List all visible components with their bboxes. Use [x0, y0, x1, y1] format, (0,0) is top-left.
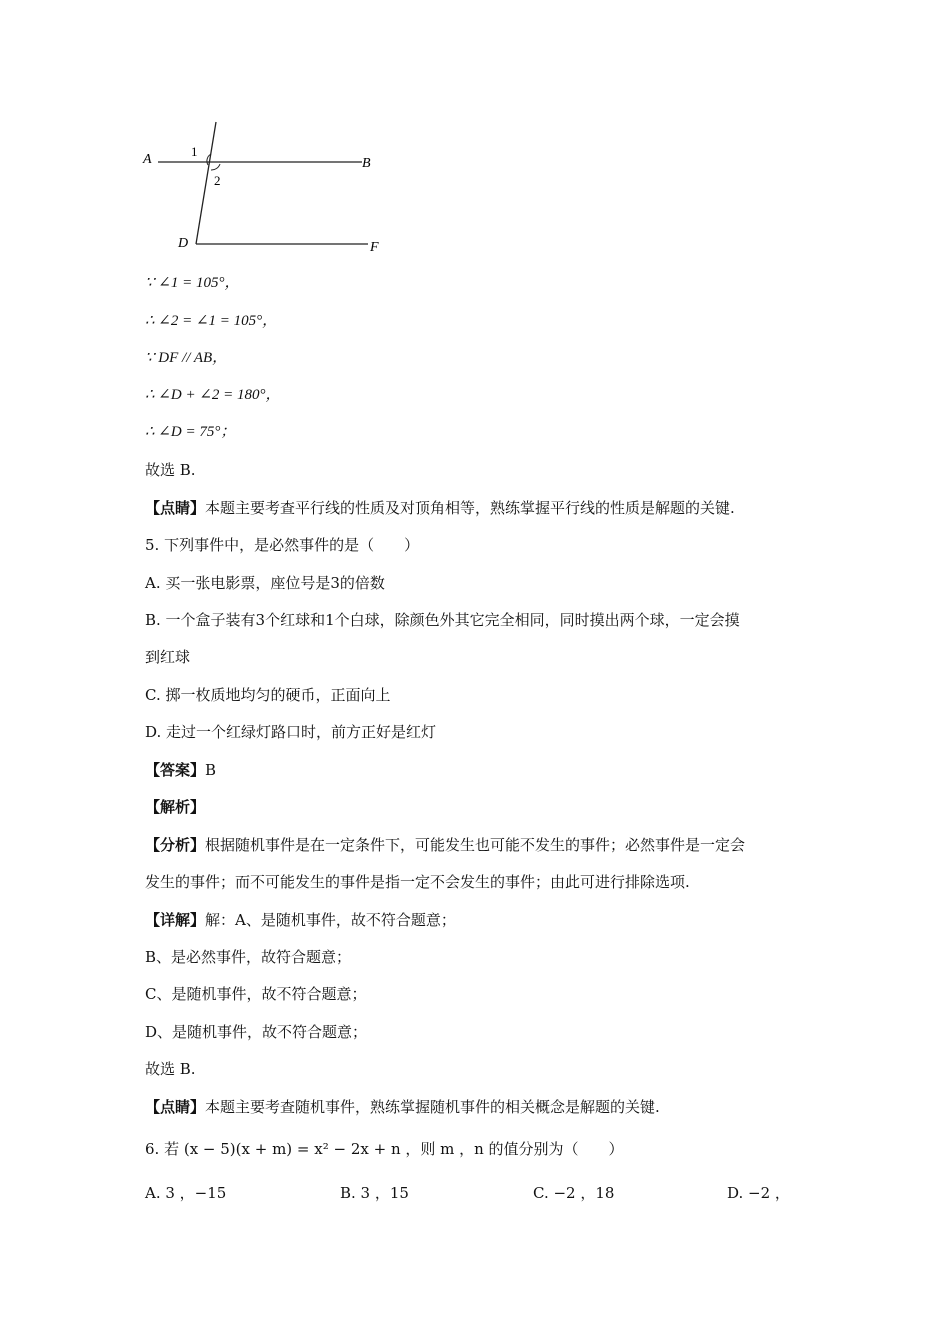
proof-line-4: ∴ ∠D + ∠2 = 180°， [145, 387, 281, 403]
q5-option-b-cont: 到红球 [145, 648, 191, 666]
label-d: D [178, 236, 189, 251]
comment-tag: 【点睛】 [145, 499, 206, 517]
detail-tag: 【详解】 [145, 911, 206, 929]
proof-line-5: ∴ ∠D = 75°； [145, 424, 236, 440]
label-a: A [143, 152, 152, 167]
q5-detail-conclusion: 故选 B. [145, 1060, 196, 1078]
q5-option-a: A. 买一张电影票，座位号是3的倍数 [145, 574, 385, 592]
q5-option-b: B. 一个盒子装有3个红球和1个白球，除颜色外其它完全相同，同时摸出两个球，一定会摸 [145, 611, 740, 629]
q5-comment [145, 1096, 660, 1118]
proof-line-2: ∴ ∠2 = ∠1 = 105°， [145, 313, 278, 329]
q5-analysis-tag: 【解析】 [145, 798, 206, 816]
q6-option-b: B. 3 ，15 [340, 1184, 409, 1202]
parallel-lines-figure [140, 118, 400, 258]
label-f: F [370, 240, 379, 255]
q5-detail-line3: C、是随机事件，故不符合题意； [145, 985, 367, 1003]
comment-tag: 【点睛】 [145, 1098, 206, 1116]
proof-line-1: ∵ ∠1 = 105°， [145, 275, 240, 291]
q5-detail-line1 [145, 909, 456, 931]
q5-detail-line4: D、是随机事件，故不符合题意； [145, 1023, 368, 1041]
proof-conclusion: 故选 B. [145, 461, 196, 479]
q4-comment [145, 497, 735, 519]
q5-analysis-line1 [145, 834, 745, 856]
answer-tag: 【答案】 [145, 761, 206, 779]
q5-answer [145, 759, 216, 781]
q5-option-d: D. 走过一个红绿灯路口时，前方正好是红灯 [145, 723, 437, 741]
angle-2-arc [211, 164, 220, 170]
q6-stem: 6. 若 (x − 5)(x + m) = x² − 2x + n ，则 m ，n 的值分别为（ ） [145, 1140, 624, 1158]
proof-line-3: ∵ DF // AB， [145, 350, 228, 366]
comment-text: 本题主要考查随机事件，熟练掌握随机事件的相关概念是解题的关键. [205, 1098, 660, 1116]
label-angle-2: 2 [214, 173, 221, 188]
label-angle-1: 1 [191, 144, 198, 159]
answer-value: B [205, 761, 217, 779]
analysis-text: 根据随机事件是在一定条件下，可能发生也可能不发生的事件；必然事件是一定会 [205, 836, 746, 854]
detail-text: 解：A、是随机事件，故不符合题意； [205, 911, 456, 929]
label-b: B [362, 156, 371, 171]
comment-text: 本题主要考查平行线的性质及对顶角相等，熟练掌握平行线的性质是解题的关键. [205, 499, 735, 517]
q6-option-d: D. −2 ， [727, 1184, 790, 1202]
q6-option-c: C. −2 ，18 [533, 1184, 615, 1202]
q5-stem: 5. 下列事件中，是必然事件的是（ ） [145, 536, 420, 554]
transversal-line [196, 122, 216, 244]
analysis-title-tag: 【分析】 [145, 836, 206, 854]
q5-option-c: C. 掷一枚质地均匀的硬币，正面向上 [145, 686, 391, 704]
q5-detail-line2: B、是必然事件，故符合题意； [145, 948, 352, 966]
q6-option-a: A. 3 ，−15 [145, 1184, 227, 1202]
q5-analysis-line2: 发生的事件；而不可能发生的事件是指一定不会发生的事件；由此可进行排除选项. [145, 873, 690, 891]
